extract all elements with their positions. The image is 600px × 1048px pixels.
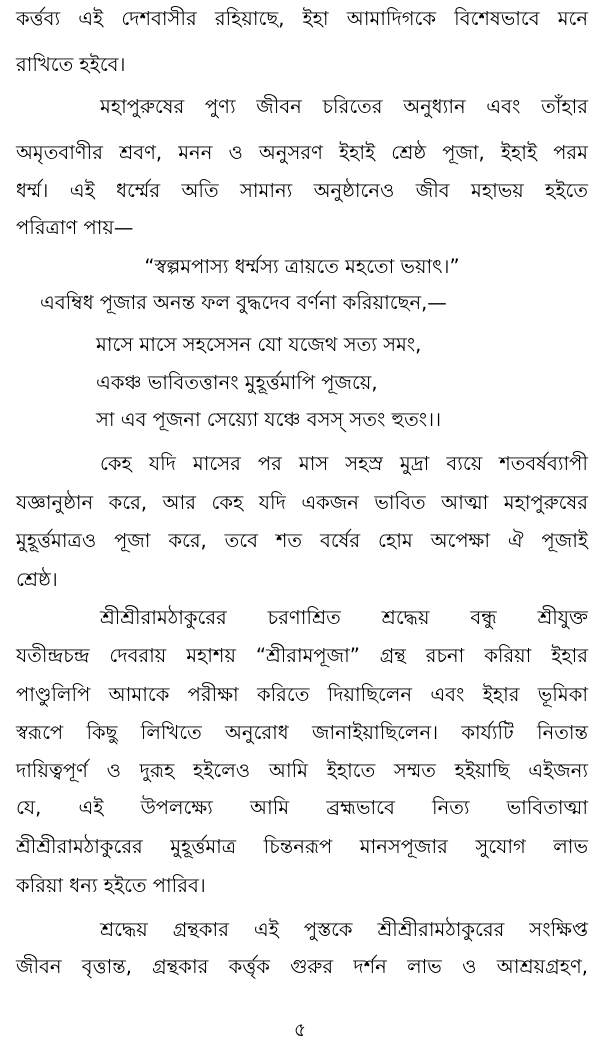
text-line: শ্রদ্ধেয় গ্রন্থকার এই পুস্তকে শ্রীশ্রীরামঠাকুরের সংক্ষিপ্ত xyxy=(100,918,588,941)
verse-line: মাসে মাসে সহসেসন যো যজেথ সত্য সমং, xyxy=(96,333,422,356)
text-line: কর্ত্তব্য এই দেশবাসীর রহিয়াছে, ইহা আমাদিগকে বিশেষভাবে মনে xyxy=(16,7,588,30)
text-line: ধর্ম্ম। এই ধর্ম্মের অতি সামান্য অনুষ্ঠানেও জীব মহাভয় হইতে xyxy=(16,179,588,202)
page-number: ৫ xyxy=(293,1019,307,1041)
text-line: মহাপুরুষের পুণ্য জীবন চরিতের অনুধ্যান এবং তাঁহার xyxy=(100,95,588,118)
text-line: যে, এই উপলক্ষ্যে আমি ব্রহ্মভাবে নিত্য ভাবিতাত্মা xyxy=(16,796,588,819)
text-line: কেহ যদি মাসের পর মাস সহস্র মুদ্রা ব্যয়ে শতবর্ষব্যাপী xyxy=(100,452,588,475)
text-line: অমৃতবাণীর শ্রবণ, মনন ও অনুসরণ ইহাই শ্রেষ্ঠ পূজা, ইহাই পরম xyxy=(16,141,588,164)
verse-line: একঞ্চ ভাবিতত্তানং মুহূর্ত্তমাপি পূজয়ে, xyxy=(96,371,378,394)
text-line: শ্রীশ্রীরামঠাকুরের চরণাশ্রিত শ্রদ্ধেয় বন্ধু শ্রীযুক্ত xyxy=(100,606,588,629)
text-line: যজ্ঞানুষ্ঠান করে, আর কেহ যদি একজন ভাবিত আত্মা মহাপুরুষের xyxy=(16,491,588,514)
text-line: করিয়া ধন্য হইতে পারিব। xyxy=(16,874,206,897)
text-line: যতীন্দ্রচন্দ্র দেবরায় মহাশয় “শ্রীরামপূজা” গ্রন্থ রচনা করিয়া ইহার xyxy=(16,644,588,667)
quote-line: “স্বল্পমপাস্য ধর্ম্মস্য ত্রায়তে মহতো ভয়াৎ।” xyxy=(144,255,460,278)
text-line: শ্রেষ্ঠ। xyxy=(16,568,58,591)
text-line: এবম্বিধ পূজার অনন্ত ফল বুদ্ধদেব বর্ণনা করিয়াছেন,— xyxy=(40,291,447,314)
text-line: শ্রীশ্রীরামঠাকুরের মুহূর্ত্তমাত্র চিন্তনরূপ মানসপূজার সুযোগ লাভ xyxy=(16,835,588,858)
text-line: পাণ্ডুলিপি আমাকে পরীক্ষা করিতে দিয়াছিলেন এবং ইহার ভূমিকা xyxy=(16,683,588,706)
text-line: দায়িত্বপূর্ণ ও দুরূহ হইলেও আমি ইহাতে সম্মত হইয়াছি এইজন্য xyxy=(16,759,588,782)
text-line: মুহূর্ত্তমাত্রও পূজা করে, তবে শত বর্ষের হোম অপেক্ষা ঐ পূজাই xyxy=(16,529,588,552)
text-line: জীবন বৃত্তান্ত, গ্রন্থকার কর্ত্তৃক গুরুর দর্শন লাভ ও আশ্রয়গ্রহণ, xyxy=(16,955,588,978)
text-line: পরিত্রাণ পায়— xyxy=(16,216,134,239)
text-line: রাখিতে হইবে। xyxy=(16,53,126,76)
verse-line: সা এব পূজনা সেয়্যো যঞ্চে বসস্ সতং হুতং।। xyxy=(96,408,442,431)
text-line: স্বরূপে কিছু লিখিতে অনুরোধ জানাইয়াছিলেন। কার্য্যটি নিতান্ত xyxy=(16,721,588,744)
